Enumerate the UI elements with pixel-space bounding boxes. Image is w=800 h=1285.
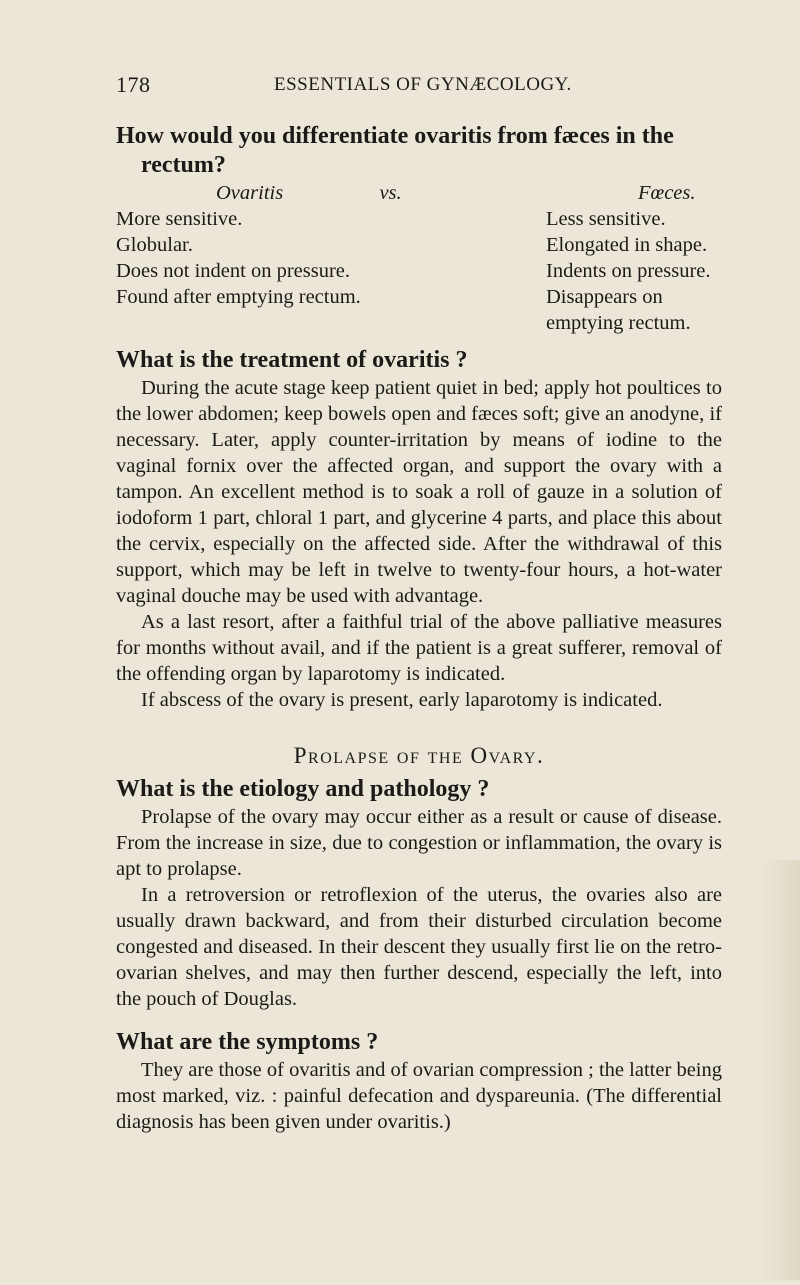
etiology-paragraph-2: In a retroversion or retroflexion of the uterus, the ovaries also are usually drawn backward, and from their disturbed circulation become congested and diseased. In their descent they usually first lie on the retro-ovarian shelves, and may then further descend, especially the left, into the pouch of Douglas. — [116, 884, 722, 1010]
page-number: 178 — [116, 72, 151, 97]
comparison-right-cell: Elongated in shape. — [546, 234, 708, 256]
vs-label: vs. — [379, 182, 402, 204]
comparison-table — [116, 180, 722, 336]
question-differentiate-line2: rectum? — [141, 152, 226, 178]
ovaritis-header-text: Ovaritis — [216, 182, 284, 204]
page-content — [116, 122, 722, 1135]
question-differentiate — [116, 122, 722, 180]
question-symptoms: What are the symptoms ? — [116, 1029, 379, 1055]
comparison-header-row — [116, 180, 722, 206]
comparison-left-cell: More sensitive. — [116, 208, 243, 230]
comparison-right-cell: Disappears on emptying rectum. — [546, 286, 691, 334]
treatment-paragraph-2: As a last resort, after a faithful trial of the above palliative measures for months without avail, and if the patient is a great sufferer, removal of the offending organ by laparotomy is indicated. — [116, 611, 722, 685]
treatment-paragraph-1: During the acute stage keep patient quiet in bed; apply hot poultices to the lower abdomen; keep bowels open and fæces soft; give an anodyne, if necessary. Later, apply counter-irritation by means of iodine to the vaginal fornix over the affected organ, and support the ovary with a tampon. An excellent method is to soak a roll of gauze in a solution of iodoform 1 part, chloral 1 part, and glycerine 4 parts, and place this about the cervix, especially on the affected side. After the withdrawal of this support, which may be left in twelve to twenty-four hours, a hot-water vaginal douche may be used with advantage. — [116, 377, 722, 607]
comparison-right-header — [546, 180, 722, 206]
question-treatment: What is the treatment of ovaritis ? — [116, 347, 468, 373]
comparison-row — [116, 284, 722, 336]
faeces-header-text: Fœces. — [638, 182, 696, 204]
page-edge-stain — [760, 860, 800, 1280]
running-head-title: ESSENTIALS OF GYNÆCOLOGY. — [274, 74, 572, 95]
question-differentiate-line1: How would you differentiate ovaritis from fæces in the — [116, 123, 674, 149]
comparison-left-cell: Globular. — [116, 234, 193, 256]
section-heading-prolapse: Prolapse of the Ovary. — [293, 743, 545, 768]
comparison-right-cell: Indents on pressure. — [546, 260, 711, 282]
comparison-left-cell: Does not indent on pressure. — [116, 260, 350, 282]
comparison-right-cell: Less sensitive. — [546, 208, 666, 230]
comparison-row — [116, 206, 722, 232]
question-etiology: What is the etiology and pathology ? — [116, 776, 490, 802]
treatment-paragraph-3: If abscess of the ovary is present, early laparotomy is indicated. — [141, 689, 663, 711]
comparison-left-cell: Found after emptying rectum. — [116, 286, 361, 308]
etiology-paragraph-1: Prolapse of the ovary may occur either as a result or cause of disease. From the increase in size, due to congestion or inflammation, the ovary is apt to prolapse. — [116, 806, 722, 880]
comparison-left-header — [116, 180, 546, 206]
symptoms-paragraph: They are those of ovaritis and of ovarian compression ; the latter being most marked, viz. : painful defecation and dyspareunia. (The differential diagnosis has been given under ovaritis.) — [116, 1059, 722, 1133]
comparison-row — [116, 258, 722, 284]
comparison-row — [116, 232, 722, 258]
